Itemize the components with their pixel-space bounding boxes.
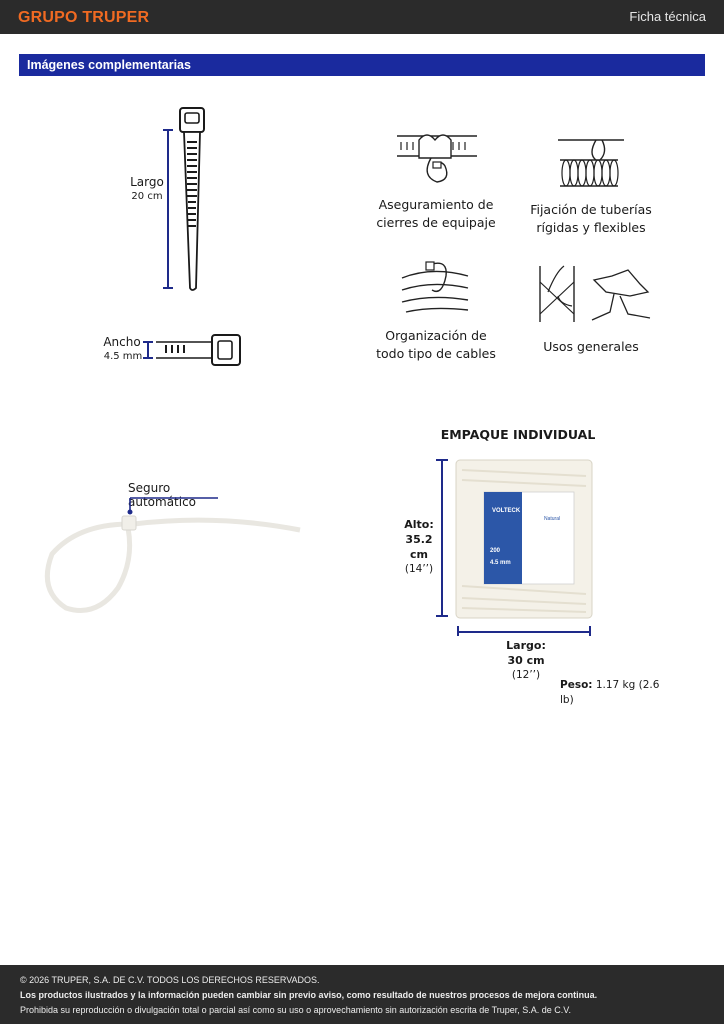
use-luggage-label — [351, 196, 521, 232]
brand-logo: GRUPO TRUPER — [18, 9, 150, 26]
package-height-cm: 35.2 cm — [405, 533, 433, 561]
luggage-icon — [397, 130, 481, 186]
pipe-icon — [556, 134, 626, 190]
cable-tie-length-image — [160, 106, 240, 296]
package-length-block — [498, 638, 554, 683]
use-pipes-line1: Fijación de tuberías — [530, 202, 652, 217]
section-header — [19, 54, 705, 76]
package-length-label: Largo: — [506, 639, 546, 652]
use-luggage-line1: Aseguramiento de — [378, 197, 494, 212]
footer-copyright: © 2026 TRUPER, S.A. DE C.V. TODOS LOS DERECHOS RESERVADOS. — [20, 975, 320, 985]
footer — [0, 965, 724, 1024]
width-value: 4.5 mm — [103, 351, 143, 362]
document-type: Ficha técnica — [629, 9, 706, 24]
use-general-line1: Usos generales — [543, 339, 639, 354]
footer-notice: Los productos ilustrados y la información pueden cambiar sin previo aviso, como resultado de nuestros procesos de mejora continua. — [20, 990, 598, 1000]
use-pipes-label — [506, 201, 676, 237]
section-title: Imágenes complementarias — [27, 58, 191, 72]
length-label: Largo — [130, 175, 164, 189]
cable-tie-width-image — [142, 332, 252, 368]
footer-prohibition: Prohibida su reproducción o divulgación total o parcial así como su uso o aprovechamiento sin autorización escrita de Truper, S.A. de C.V. — [20, 1005, 571, 1015]
package-height-block — [396, 517, 442, 577]
cables-icon — [402, 256, 472, 316]
package-title: EMPAQUE INDIVIDUAL — [440, 427, 596, 442]
package-weight-label: Peso: — [560, 679, 593, 691]
package-image — [432, 456, 632, 636]
use-luggage-line2: cierres de equipaje — [376, 215, 496, 230]
use-general-label — [506, 338, 676, 356]
package-bag-brand: VOLTECK — [492, 508, 521, 514]
length-value: 20 cm — [131, 191, 163, 202]
top-bar — [0, 0, 724, 34]
package-weight — [560, 678, 664, 708]
package-bag-color: Natural — [544, 516, 561, 522]
use-pipes-line2: rígidas y flexibles — [536, 220, 646, 235]
package-length-cm: 30 cm — [507, 654, 545, 667]
package-bag-qty: 200 — [490, 548, 501, 554]
lock-label: Seguro automático — [128, 481, 197, 509]
width-label: Ancho — [103, 335, 141, 349]
use-cables-label — [351, 327, 521, 363]
general-use-icon — [536, 262, 656, 324]
use-cables-line2: todo tipo de cables — [376, 346, 496, 361]
use-cables-line1: Organización de — [385, 328, 487, 343]
package-length-in: (12’’) — [511, 669, 541, 681]
cable-tie-loop-image — [38, 494, 308, 614]
package-height-label: Alto: — [404, 518, 434, 531]
package-weight-value: 1.17 kg (2.6 lb) — [560, 679, 660, 706]
package-height-in: (14’’) — [404, 563, 434, 575]
package-bag-width: 4.5 mm — [490, 560, 511, 566]
